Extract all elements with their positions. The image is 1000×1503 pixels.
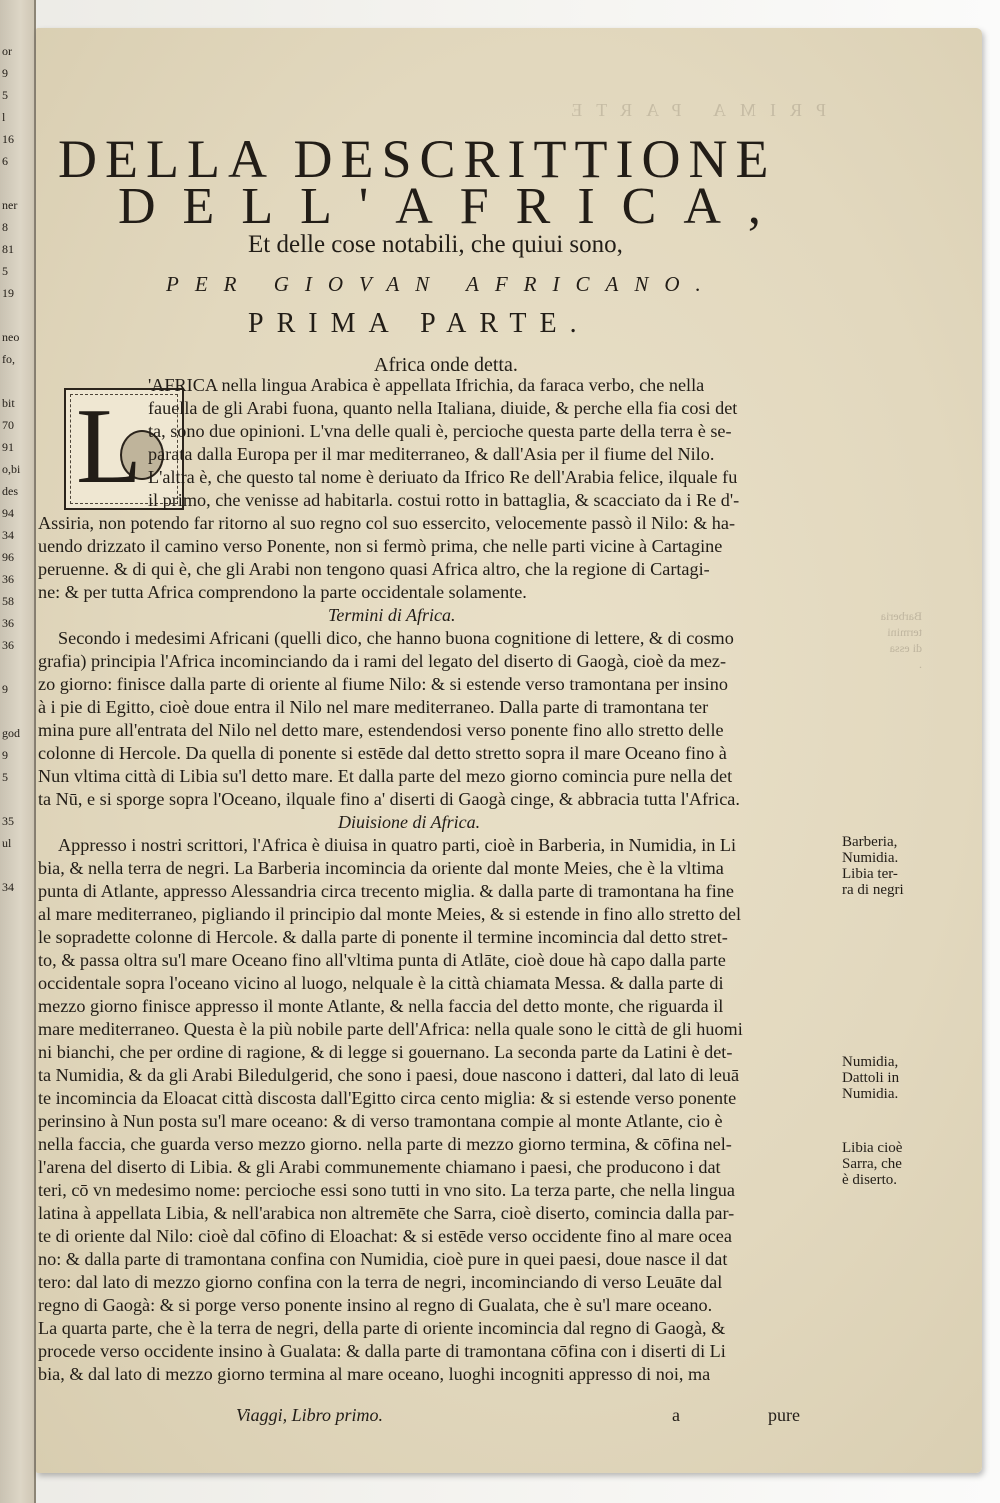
facing-page-fragments: or 9 5 l 16 6 ner 8 81 5 19 neo fo, bit 70 91 o,bi des 94 34 96 36 58 36 36 9 god 9 5 35 ul 34 [2,44,21,894]
section-title: Africa onde detta. [374,354,518,376]
footer-signature: a [672,1405,680,1425]
diuisione-line: Appresso i nostri scrittori, l'Africa è diuisa in quatro parti, cioè in Barberia, in Numidia, in Li [58,835,737,855]
heading-diuisione: Diuisione di Africa. [338,812,481,832]
diuisione-line: le sopradette colonne di Hercole. & dalla parte di ponente il termine incomincia dal detto stret- [38,927,728,947]
diuisione-line: mezzo giorno finisce appresso il monte Atlante, & nella faccia del detto monte, che riguarda il [38,996,724,1016]
heading-termini: Termini di Africa. [328,605,456,625]
title-line-2: DELL'AFRICA, [118,178,788,235]
initial-letter: L [76,387,142,506]
subtitle: Et delle cose notabili, che quiui sono, [248,231,623,258]
diuisione-line: latina à appellata Libia, & nell'arabica non altremēte che Sarra, cioè diserto, comincia dalla par- [38,1203,735,1223]
margin-bleed-through: Barberia termini di essa . [880,609,922,671]
diuisione-line: to, & passa oltra su'l mare Oceano fino all'vltima punta di Atlāte, cioè doue hà capo dalla parte [38,950,726,970]
diuisione-line: bia, & dal lato di mezzo giorno termina al mare oceano, luoghi incogniti appresso di noi, ma [38,1364,711,1384]
diuisione-line: bia, & nella terra de negri. La Barberia incomincia da oriente dal monte Meies, che è la vltima [38,858,724,878]
diuisione-line: nella faccia, che guarda verso mezzo giorno. nella parte di mezzo giorno termina, & cōfina nel- [38,1134,732,1154]
termini-line: colonne di Hercole. Da quella di ponente si estēde dal detto stretto sopra il mare Oceano fino à [38,743,727,763]
body-line: L'altra è, che questo tal nome è deriuato da Ifrico Re dell'Arabia felice, ilquale fu [148,467,738,487]
body-line: parata dalla Europa per il mar mediterraneo, & dall'Asia per il fiume del Nilo. [148,444,715,464]
termini-line: mina pure all'entrata del Nilo nel detto mare, estendendosi verso ponente fino allo stretto delle [38,720,724,740]
footer-running-title: Viaggi, Libro primo. [236,1405,384,1425]
termini-line: Nun vltima città di Libia su'l detto mare. Et dalla parte del mezo giorno comincia pure nella det [38,766,733,786]
termini-line: ta Nū, e si sporge sopra l'Oceano, ilquale fino a' diserti di Gaogà cinge, & abbracia tutta l'Africa. [38,789,740,809]
diuisione-line: La quarta parte, che è la terra de negri, della parte di oriente incomincia dal regno di Gaogà, & [38,1318,726,1338]
footer-catchword: pure [768,1405,800,1425]
diuisione-line: ta Numidia, & da gli Arabi Biledulgerid, che sono i paesi, doue nascono i datteri, dal lato di leuā [38,1065,740,1085]
termini-line: grafia) principia l'Africa incominciando da i rami del legato del diserto di Gaogà, cioè da mez- [38,651,727,671]
diuisione-line: perinsino à Nun posta su'l mare oceano: & di verso tramontana compie al monte Atlante, cio è [38,1111,723,1131]
part-heading: PRIMA PARTE. [248,308,590,339]
diuisione-line: punta di Atlante, appresso Alessandria circa trecento miglia. & dalla parte di tramontana ha fine [38,881,734,901]
diuisione-line: teri, cō vn medesimo nome: percioche essi sono tutti in vno sito. La terza parte, che nella lingua [38,1180,735,1200]
diuisione-line: tero: dal lato di mezzo giorno confina con la terra de negri, incominciando di verso Leuāte dal [38,1272,723,1292]
diuisione-line: occidentale sopra l'oceano vicino al luogo, nelquale è la città chiamata Messa. & dalla parte di [38,973,724,993]
body-line: uendo drizzato il camino verso Ponente, non si fermò prima, che nelle parti vicine à Cartagine [38,536,723,556]
diuisione-line: regno di Gaogà: & si porge verso ponente insino al regno di Gualata, che è su'l mare oceano. [38,1295,713,1315]
diuisione-line: mare mediterraneo. Questa è la più nobile parte dell'Africa: nella quale sono le città de gli huomi [38,1019,743,1039]
diuisione-line: procede verso occidente insino à Gualata: & dalla parte di tramontana cōfina con i diserti di Li [38,1341,726,1361]
author-line: PER GIOVAN AFRICANO. [166,272,717,296]
diuisione-line: al mare mediterraneo, pigliando il principio dal monte Meies, & si estende in fino allo stretto del [38,904,742,924]
body-line: ta, sono due opinioni. L'vna delle quali è, percioche questa parte della terra è se- [148,421,732,441]
diuisione-line: te di oriente dal Nilo: cioè dal cōfino di Eloachat: & si estēde verso occidente fino al mare ocea [38,1226,732,1246]
margin-note-barberia: Barberia, Numidia. Libia ter- ra di negri [842,834,904,898]
body-line: 'AFRICA nella lingua Arabica è appellata Ifrichia, da faraca verbo, che nella [148,375,705,395]
body-line: Assiria, non potendo far ritorno al suo regno col suo essercito, velocemente passò il Nilo: & ha- [38,513,736,533]
diuisione-line: te incomincia da Eloacat città discosta dall'Egitto circa cento miglia: & si estende verso ponente [38,1088,737,1108]
title-line-1: DELLA DESCRITTIONE [58,129,777,189]
termini-line: Secondo i medesimi Africani (quelli dico, che hanno buona cognitione di lettere, & di cosmo [58,628,734,648]
termini-line: à i pie di Egitto, cioè doue entra il Nilo nel mare mediterraneo. Dalla parte di tramontana ter [38,697,709,717]
termini-line: zo giorno: finisce dalla parte di oriente al fiume Nilo: & si estende verso tramontana per insino [38,674,728,694]
diuisione-line: l'arena del diserto di Libia. & gli Arabi communemente chiamano i paesi, che producono i dat [38,1157,721,1177]
margin-note-numidia: Numidia, Dattoli in Numidia. [842,1054,900,1102]
facing-page-edge [0,0,36,1503]
body-line: ne: & per tutta Africa comprendono la parte occidentale solamente. [38,582,527,602]
bleed-through-text: PRIMA PARTE [557,100,826,120]
diuisione-line: ni bianchi, che per ordine di ragione, & di legge si gouernano. La seconda parte da Latini è det- [38,1042,733,1062]
margin-note-libia: Libia cioè Sarra, che è diserto. [842,1140,903,1188]
diuisione-line: no: & dalla parte di tramontana confina con Numidia, cioè pure in quei paesi, doue nasce il dat [38,1249,728,1269]
body-line: peruenne. & di qui è, che gli Arabi non tengono quasi Africa altro, che la regione di Cartagi- [38,559,710,579]
book-page [36,28,982,1473]
body-line: fauella de gli Arabi fuona, quanto nella Italiana, diuide, & perche ella fia cosi det [148,398,738,418]
body-line: il primo, che venisse ad habitarla. costui rotto in battaglia, & scacciato da i Re d'- [148,490,740,510]
